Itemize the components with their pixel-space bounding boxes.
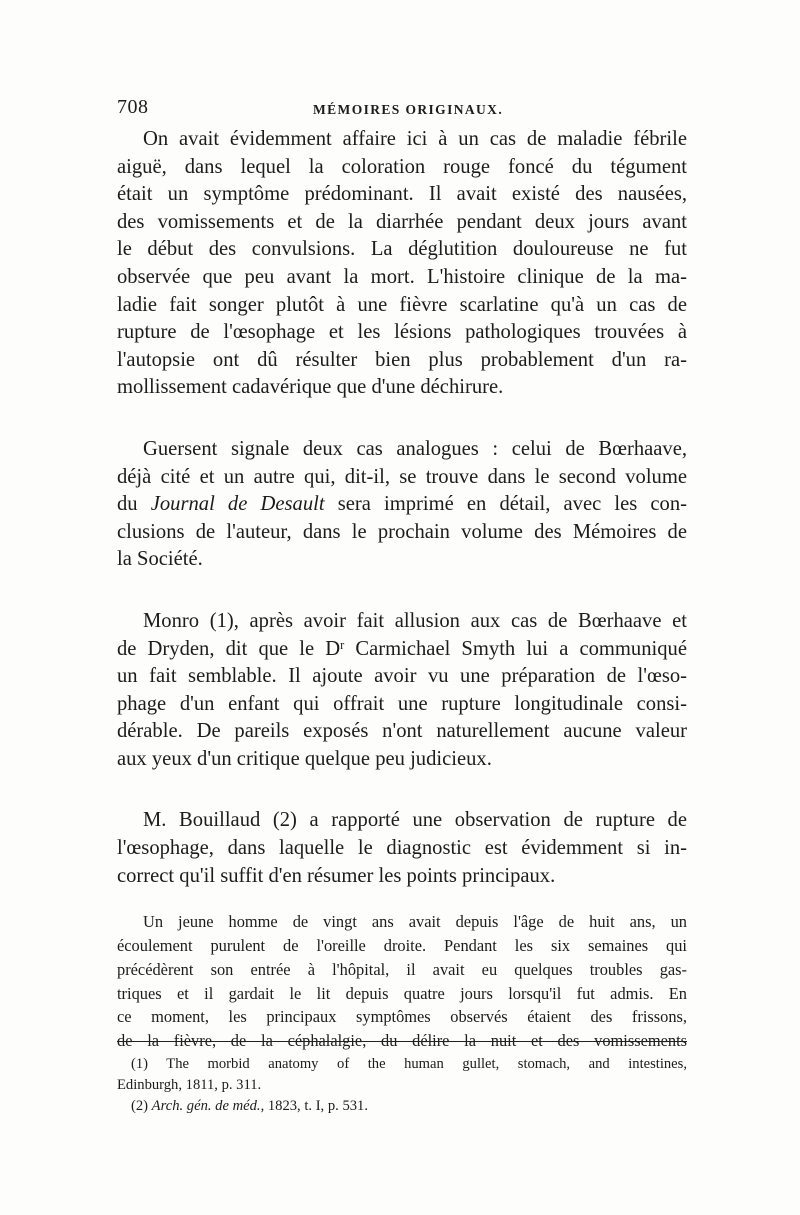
text-fragment: (2) [131,1097,152,1114]
footnote-line: Edinburgh, 1811, p. 311. [117,1076,262,1093]
text-line: déjà cité et un autre qui, dit-il, se trouve dans le second volume [117,465,687,488]
journal-abbrev: Arch. gén. de méd. [151,1097,261,1114]
page-number: 708 [117,96,149,118]
paragraph-4 [117,807,687,890]
text-line: On avait évidemment affaire ici à un cas de maladie fébrile [143,128,687,150]
text-line: des vomissements et de la diarrhée pendant deux jours avant [117,210,687,233]
text-line: aux yeux d'un critique quelque peu judicieux. [117,747,492,770]
text-line: de la fièvre, de la céphalalgie, du délire la nuit et des vomissements [117,1031,687,1051]
text-line: Monro (1), après avoir fait allusion aux cas de Bœrhaave et [143,609,687,632]
text-fragment: Carmichael Smyth lui a communiqué [344,637,687,660]
text-line: un fait semblable. Il ajoute avoir vu une préparation de l'œso- [117,665,687,688]
superscript: r [340,637,345,652]
text-line: Guersent signale deux cas analogues : celui de Bœrhaave, [143,437,687,460]
text-fragment: , 1823, t. I, p. 531. [260,1097,368,1114]
running-head: MÉMOIRES ORIGINAUX. [313,102,504,117]
text-line: M. Bouillaud (2) a rapporté une observation de rupture de [143,809,687,832]
footnote-1 [117,1054,687,1096]
journal-title: Journal de Desault [150,493,325,516]
text-line: observée que peu avant la mort. L'histoire clinique de la ma- [117,265,687,288]
text-line: correct qu'il suffit d'en résumer les points principaux. [117,864,556,887]
text-line: la Société. [117,548,203,571]
text-line: écoulement purulent de l'oreille droite. Pendant les six semaines qui [117,936,687,956]
text-fragment: de Dryden, dit que le D [117,637,341,660]
text-fragment: sera imprimé en détail, avec les con- [324,493,687,516]
paragraph-1 [117,126,687,402]
text-line: le début des convulsions. La déglutition douloureuse ne fut [117,238,687,261]
footnote-2 [117,1096,687,1117]
footnotes [117,1054,687,1116]
text-line: ladie fait songer plutôt à une fièvre scarlatine qu'à un cas de [117,293,687,316]
text-line: ce moment, les principaux symptômes observés étaient des frissons, [117,1007,687,1027]
text-line: Un jeune homme de vingt ans avait depuis l'âge de huit ans, un [143,912,687,932]
footnote-divider [117,1041,687,1042]
paragraph-5-small-print [117,910,687,1053]
text-line: dérable. De pareils exposés n'ont naturellement aucune valeur [117,720,687,743]
footnote-line: (1) The morbid anatomy of the human gullet, stomach, and intestines, [131,1056,687,1072]
text-line: triques et il gardait le lit depuis quatre jours lorsqu'il fut admis. En [117,983,687,1003]
text-line [117,636,687,664]
text-line: aiguë, dans lequel la coloration rouge foncé du tégument [117,155,687,178]
text-line: rupture de l'œsophage et les lésions pathologiques trouvées à [117,321,687,344]
text-line [117,491,687,519]
text-line: était un symptôme prédominant. Il avait existé des nausées, [117,183,687,206]
footnote-line [117,1096,687,1117]
page-header [117,96,697,126]
text-line: clusions de l'auteur, dans le prochain volume des Mémoires de [117,520,687,543]
text-line: l'autopsie ont dû résulter bien plus probablement d'un ra- [117,348,687,371]
paragraph-3 [117,608,687,774]
text-line: mollissement cadavérique que d'une déchirure. [117,376,504,399]
text-line: phage d'un enfant qui offrait une rupture longitudinale consi- [117,692,687,715]
text-fragment: du [117,493,151,516]
paragraph-2 [117,436,687,574]
body-text [117,126,687,1053]
text-line: l'œsophage, dans laquelle le diagnostic est évidemment si in- [117,837,687,860]
text-line: précédèrent son entrée à l'hôpital, il avait eu quelques troubles gas- [117,959,687,979]
